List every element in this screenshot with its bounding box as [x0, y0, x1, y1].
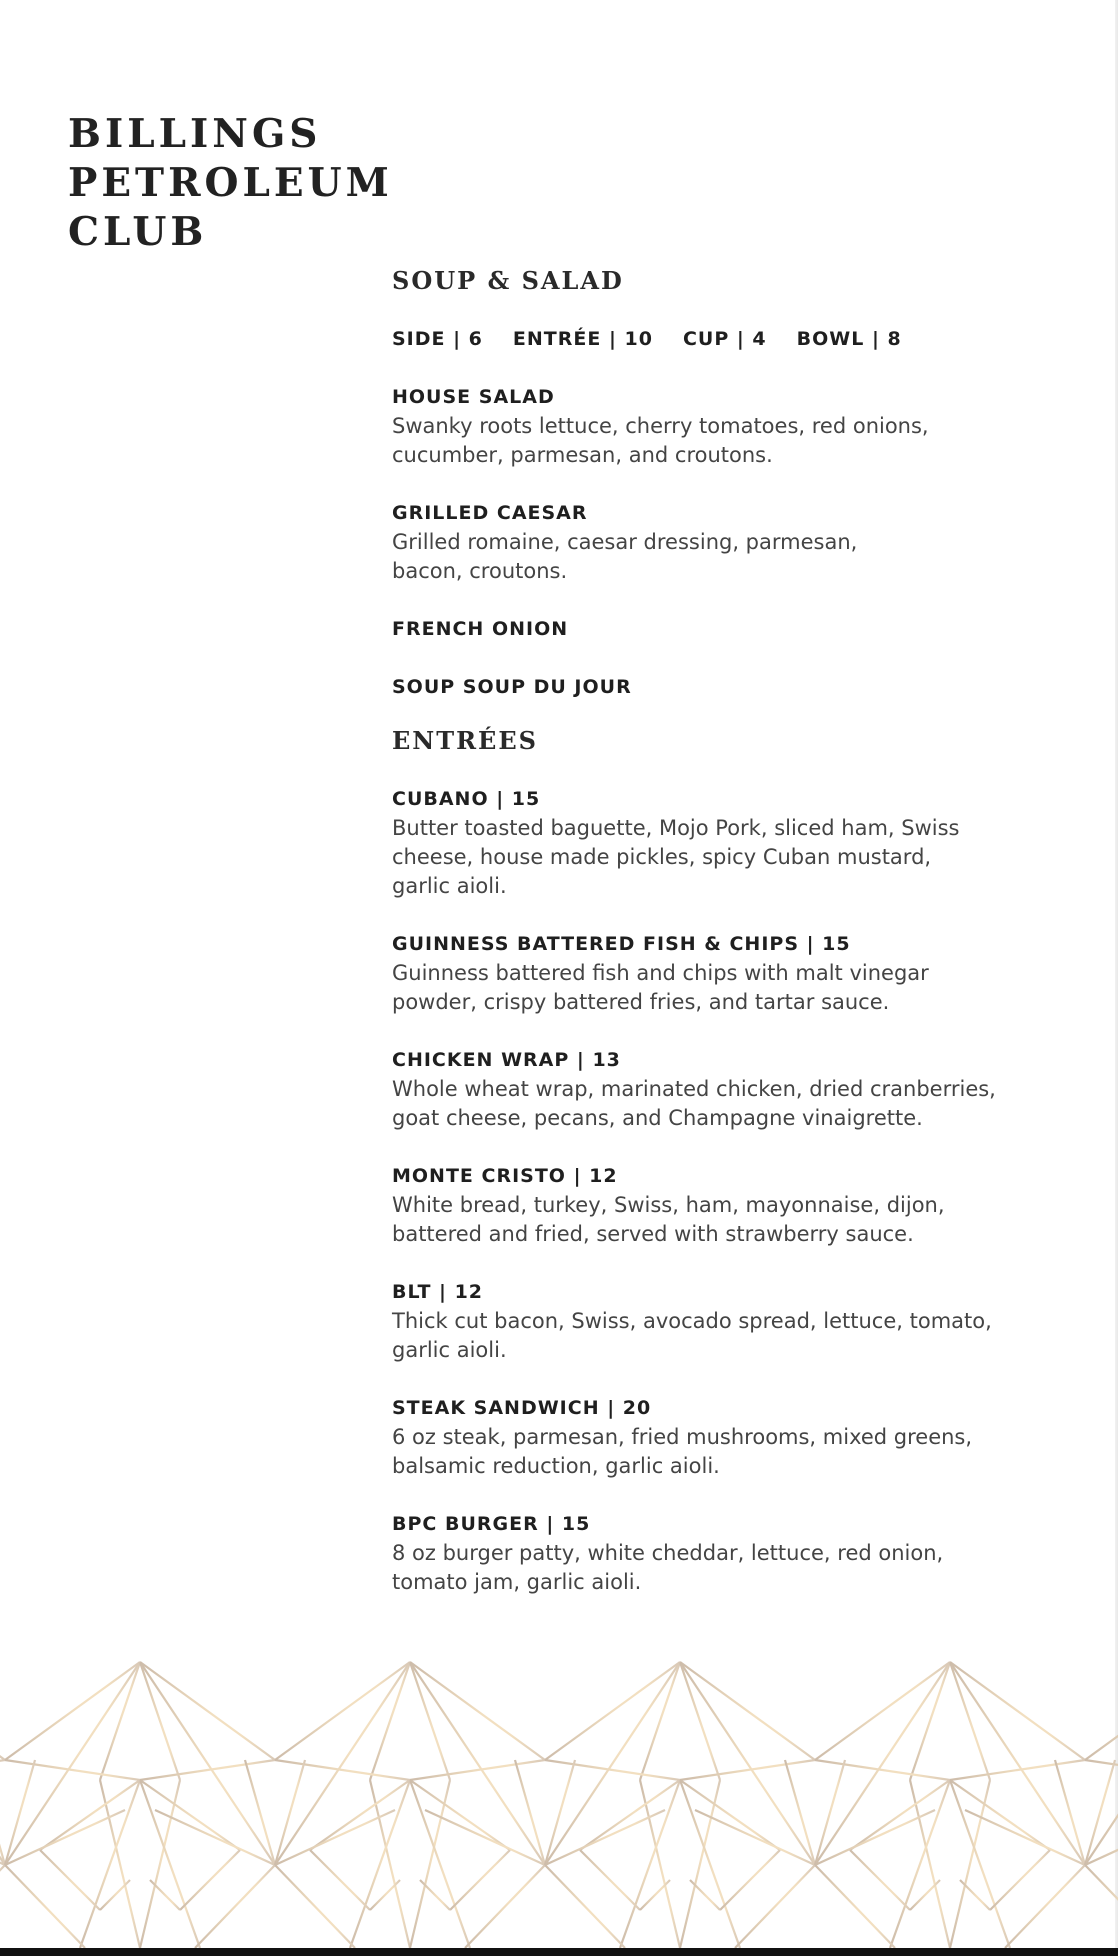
menu-item-blt	[392, 1277, 1092, 1365]
item-description: 8 oz burger patty, white cheddar, lettuce, red onion, tomato jam, garlic aioli.	[392, 1541, 944, 1594]
pattern-line	[640, 1780, 680, 1948]
pattern-line	[785, 1760, 815, 1865]
pattern-line	[815, 1662, 950, 1760]
pattern-line	[410, 1780, 450, 1948]
pattern-line	[680, 1780, 740, 1948]
pattern-line	[545, 1760, 575, 1865]
pattern-line	[1055, 1760, 1085, 1865]
club-title-line-3: CLUB	[68, 209, 208, 256]
item-description: Whole wheat wrap, marinated chicken, dried cranberries, goat cheese, pecans, and Champagne vinaigrette.	[392, 1077, 996, 1130]
menu-item-house-salad	[392, 382, 1092, 470]
item-name: SOUP SOUP DU JOUR	[392, 676, 632, 698]
pattern-line	[275, 1865, 355, 1948]
pattern-line	[950, 1662, 990, 1780]
pattern-line	[0, 1662, 5, 1760]
menu-item-soup-du-jour	[392, 672, 1092, 702]
menu-item-fish-chips	[392, 929, 1092, 1017]
pattern-line	[140, 1662, 275, 1760]
item-name: CUBANO | 15	[392, 788, 541, 810]
item-name: CHICKEN WRAP | 13	[392, 1049, 621, 1071]
pattern-line	[5, 1760, 35, 1865]
soup-salad-prices	[392, 324, 1092, 354]
item-description: Guinness battered fish and chips with malt vinegar powder, crispy battered fries, and tartar sauce.	[392, 961, 929, 1014]
pattern-line	[100, 1662, 140, 1780]
item-description: Thick cut bacon, Swiss, avocado spread, lettuce, tomato, garlic aioli.	[392, 1309, 992, 1362]
pattern-line	[640, 1880, 670, 1910]
pattern-line	[815, 1760, 845, 1865]
pattern-line	[410, 1780, 470, 1948]
club-title	[68, 110, 393, 257]
menu-item-french-onion	[392, 614, 1092, 644]
menu-content	[392, 260, 1092, 1597]
pattern-line	[640, 1662, 680, 1780]
pattern-line	[910, 1662, 950, 1780]
pattern-line	[195, 1865, 275, 1948]
item-name: MONTE CRISTO | 12	[392, 1165, 618, 1187]
pattern-line	[620, 1780, 680, 1948]
price-cup: CUP | 4	[682, 328, 767, 350]
item-name: HOUSE SALAD	[392, 386, 555, 408]
menu-item-chicken-wrap	[392, 1045, 1092, 1133]
menu-item-bpc-burger	[392, 1509, 1092, 1597]
bottom-bar	[0, 1948, 1118, 1956]
menu-item-monte-cristo	[392, 1161, 1092, 1249]
pattern-line	[680, 1662, 815, 1760]
pattern-line	[815, 1865, 895, 1948]
pattern-line	[370, 1880, 400, 1910]
pattern-line	[370, 1780, 410, 1948]
menu-item-cubano	[392, 784, 1092, 901]
pattern-line	[140, 1662, 180, 1780]
pattern-line	[100, 1780, 140, 1948]
pattern-line	[735, 1865, 815, 1948]
pattern-line	[275, 1662, 410, 1760]
pattern-line	[950, 1780, 990, 1948]
pattern-line	[720, 1850, 780, 1910]
art-deco-pattern	[0, 1660, 1118, 1948]
pattern-line	[1085, 1760, 1115, 1865]
pattern-line	[310, 1850, 370, 1910]
pattern-line	[910, 1880, 940, 1910]
item-description: White bread, turkey, Swiss, ham, mayonnaise, dijon, battered and fried, served with strawberry sauce.	[392, 1193, 945, 1246]
pattern-line	[690, 1880, 720, 1910]
pattern-line	[680, 1662, 720, 1780]
price-entree: ENTRÉE | 10	[512, 328, 653, 350]
pattern-line	[680, 1780, 720, 1948]
club-title-line-1: BILLINGS	[68, 111, 322, 158]
item-name: STEAK SANDWICH | 20	[392, 1397, 652, 1419]
pattern-line	[140, 1780, 200, 1948]
item-name: BPC BURGER | 15	[392, 1513, 591, 1535]
club-title-line-2: PETROLEUM	[68, 160, 393, 207]
pattern-line	[545, 1662, 680, 1760]
pattern-line	[410, 1662, 545, 1760]
section-title-entrees: ENTRÉES	[392, 726, 538, 755]
pattern-line	[950, 1662, 1085, 1760]
pattern-line	[990, 1850, 1050, 1910]
pattern-line	[1085, 1865, 1118, 1948]
pattern-line	[40, 1850, 100, 1910]
item-description: Swanky roots lettuce, cherry tomatoes, red onions, cucumber, parmesan, and croutons.	[392, 414, 929, 467]
pattern-line	[1005, 1865, 1085, 1948]
pattern-line	[5, 1662, 140, 1760]
item-description: Butter toasted baguette, Mojo Pork, sliced ham, Swiss cheese, house made pickles, spicy Cuban mustard, garlic aioli.	[392, 816, 960, 898]
pattern-line	[545, 1865, 625, 1948]
pattern-line	[890, 1780, 950, 1948]
pattern-line	[580, 1850, 640, 1910]
pattern-line	[515, 1760, 545, 1865]
pattern-line	[1085, 1662, 1118, 1760]
pattern-line	[350, 1780, 410, 1948]
item-name: GUINNESS BATTERED FISH & CHIPS | 15	[392, 933, 851, 955]
pattern-line	[180, 1850, 240, 1910]
pattern-line	[410, 1662, 450, 1780]
item-name: GRILLED CAESAR	[392, 502, 588, 524]
pattern-line	[80, 1780, 140, 1948]
pattern-line	[420, 1880, 450, 1910]
item-name: BLT | 12	[392, 1281, 484, 1303]
pattern-line	[850, 1850, 910, 1910]
pattern-line	[0, 1760, 5, 1780]
pattern-line	[140, 1780, 180, 1948]
section-title-soup-salad: SOUP & SALAD	[392, 266, 624, 295]
pattern-line	[960, 1880, 990, 1910]
pattern-line	[950, 1780, 1010, 1948]
pattern-line	[245, 1760, 275, 1865]
item-description: Grilled romaine, caesar dressing, parmesan, bacon, croutons.	[392, 530, 858, 583]
pattern-line	[0, 1760, 5, 1865]
menu-item-steak-sandwich	[392, 1393, 1092, 1481]
pattern-line	[465, 1865, 545, 1948]
pattern-line	[0, 1662, 5, 1865]
item-name: FRENCH ONION	[392, 618, 569, 640]
pattern-line	[5, 1865, 85, 1948]
pattern-line	[450, 1850, 510, 1910]
pattern-line	[100, 1880, 130, 1910]
pattern-line	[275, 1760, 305, 1865]
price-side: SIDE | 6	[392, 328, 483, 350]
item-description: 6 oz steak, parmesan, fried mushrooms, mixed greens, balsamic reduction, garlic aioli.	[392, 1425, 973, 1478]
menu-item-grilled-caesar	[392, 498, 1092, 586]
pattern-line	[150, 1880, 180, 1910]
pattern-line	[370, 1662, 410, 1780]
pattern-line	[910, 1780, 950, 1948]
price-bowl: BOWL | 8	[796, 328, 902, 350]
